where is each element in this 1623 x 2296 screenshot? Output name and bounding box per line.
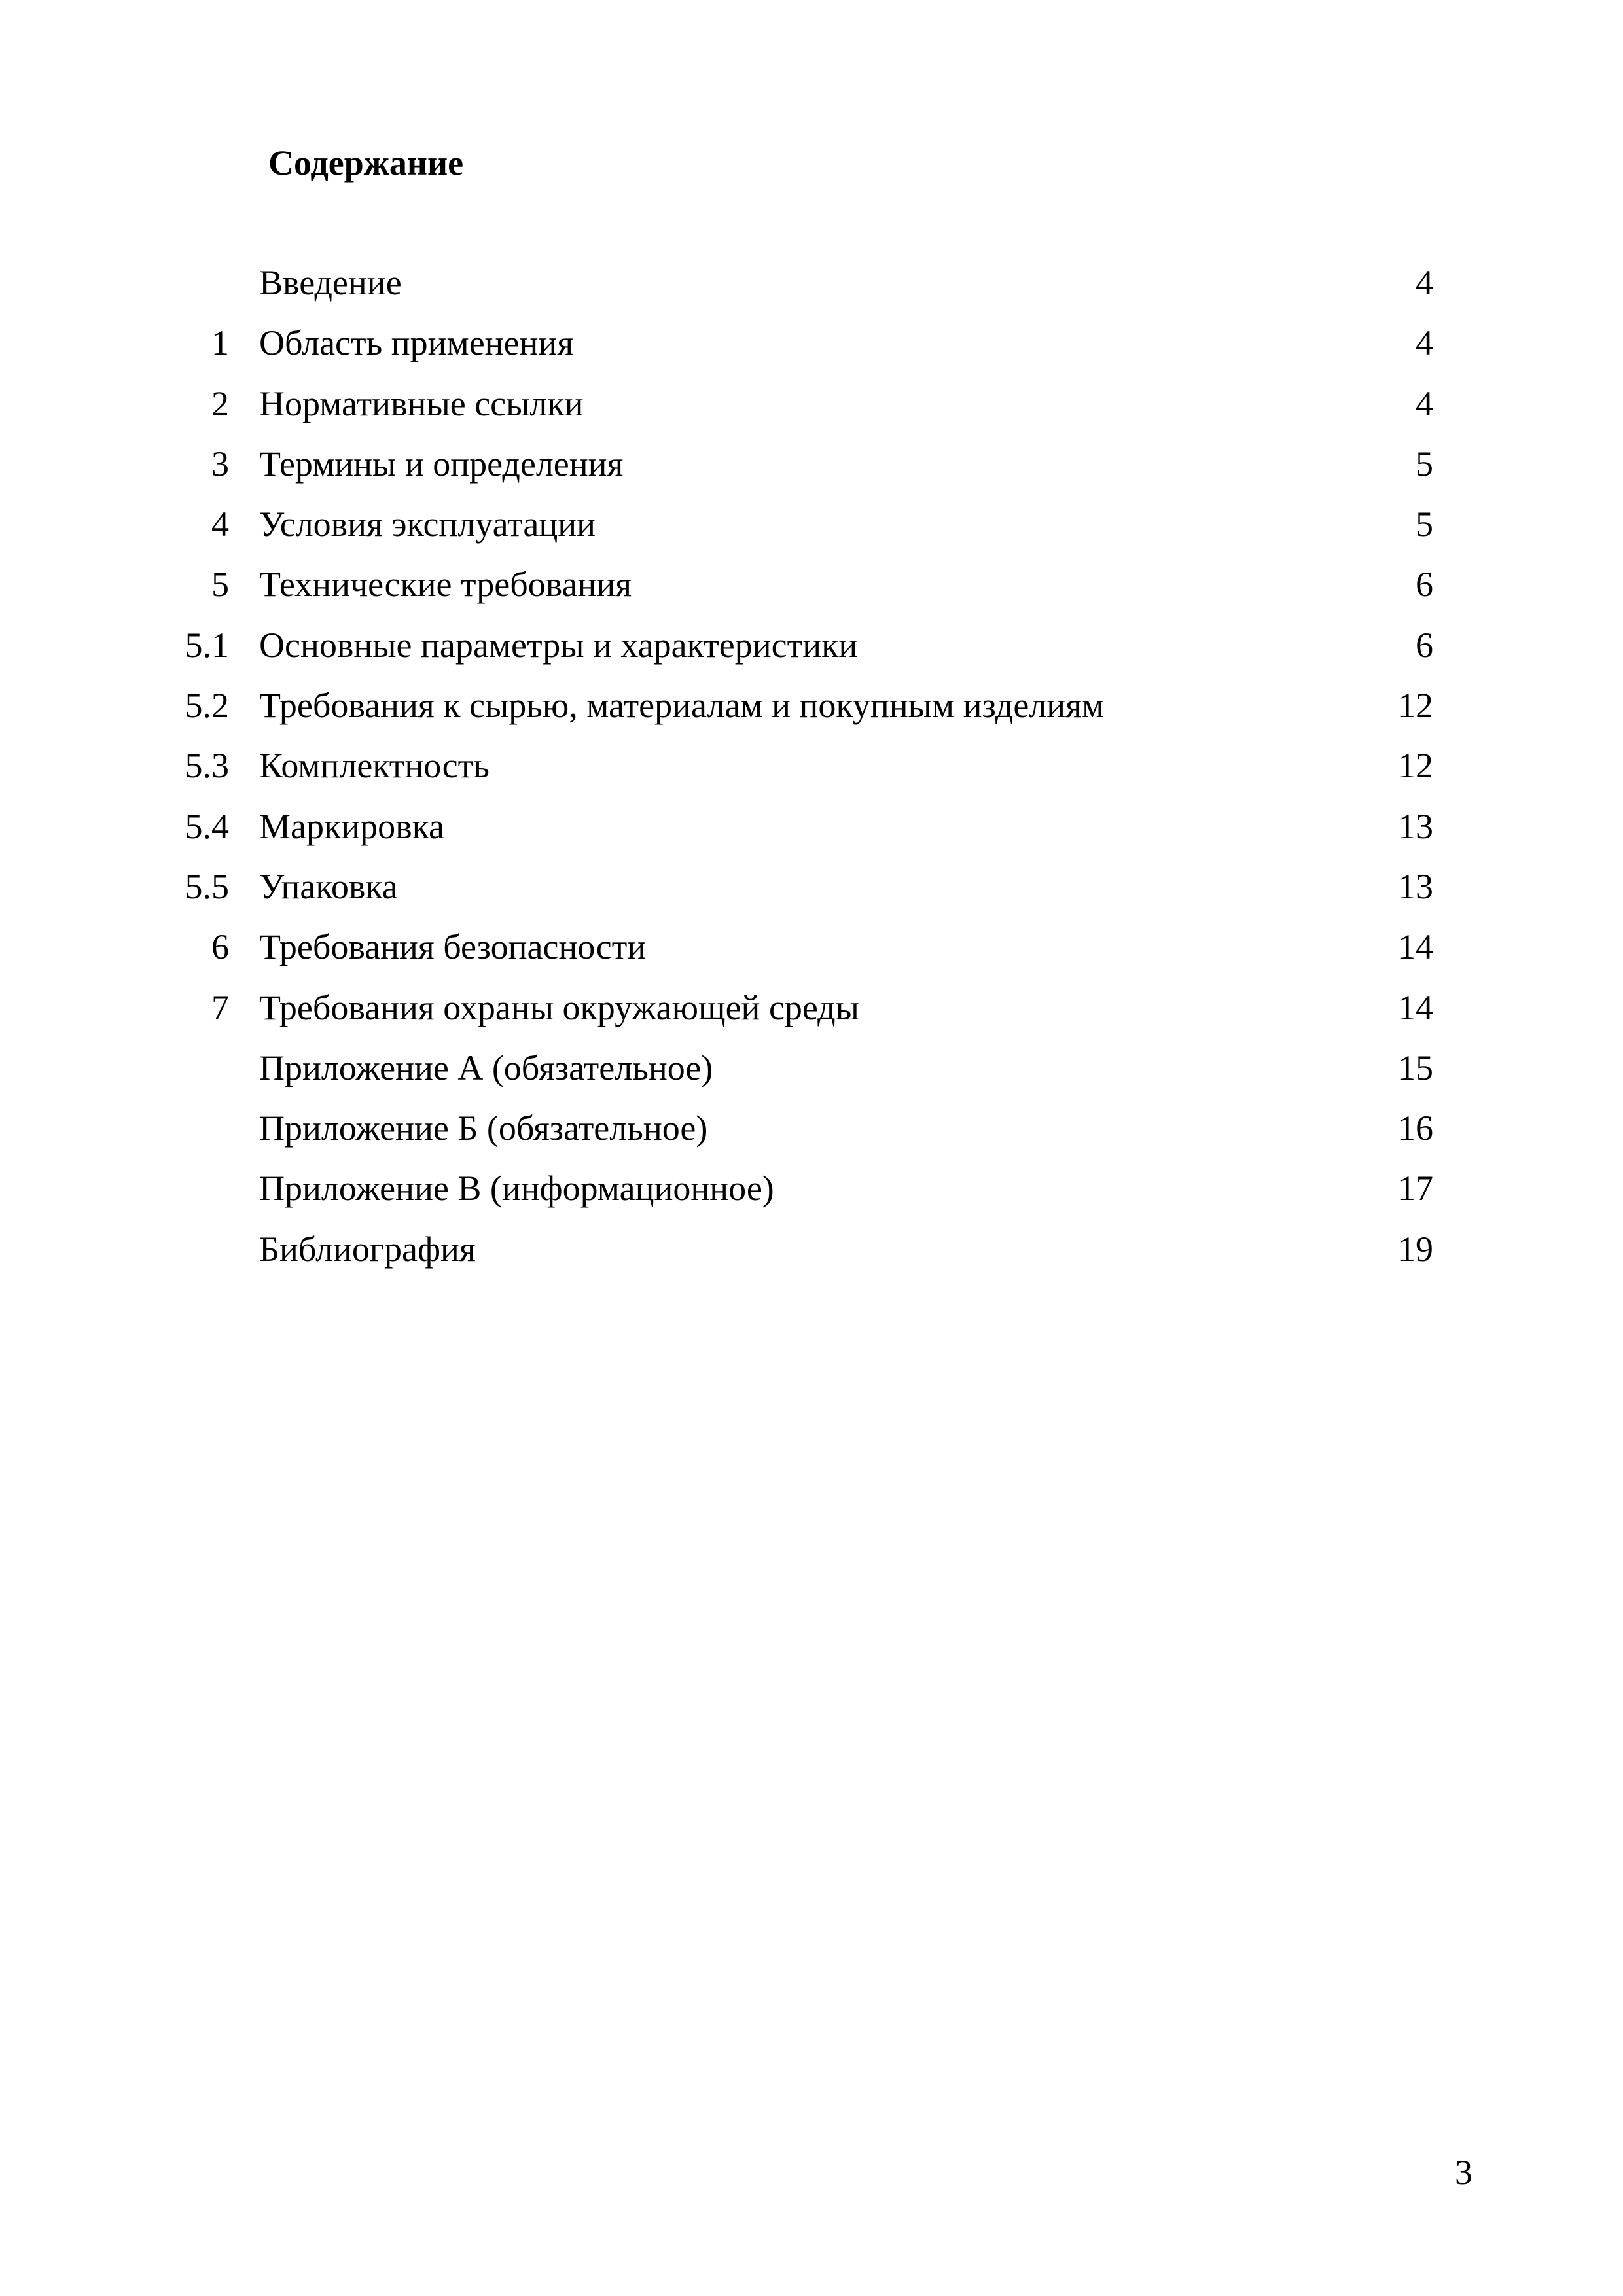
toc-entry-number: 3	[211, 444, 229, 484]
toc-entry-title: Библиография	[259, 1229, 476, 1269]
toc-entry-number: 5	[211, 565, 229, 605]
toc-entry-number: 5.5	[185, 866, 229, 906]
toc-entry-title: Область применения	[259, 323, 574, 363]
toc-entry-page: 17	[1398, 1169, 1433, 1209]
toc-entry-title: Требования безопасности	[259, 927, 647, 967]
toc-entry-page: 4	[1416, 263, 1433, 302]
toc-entry[interactable]	[0, 1105, 1623, 1165]
toc-entry-number: 5.2	[185, 686, 229, 726]
toc-entry-title: Основные параметры и характеристики	[259, 625, 858, 665]
toc-entry-title: Введение	[259, 263, 402, 302]
toc-entry-page: 6	[1416, 565, 1433, 605]
toc-entry-title: Требования охраны окружающей среды	[259, 987, 859, 1027]
toc-entry-page: 4	[1416, 383, 1433, 423]
toc-entry[interactable]	[0, 1226, 1623, 1286]
toc-entry[interactable]	[0, 682, 1623, 743]
toc-entry[interactable]	[0, 260, 1623, 320]
toc-entry[interactable]	[0, 501, 1623, 561]
toc-entry-page: 19	[1398, 1229, 1433, 1269]
toc-entry-page: 14	[1398, 987, 1433, 1027]
toc-entry[interactable]	[0, 320, 1623, 380]
toc-entry[interactable]	[0, 924, 1623, 984]
toc-entry-number: 6	[211, 927, 229, 967]
toc-entry[interactable]	[0, 804, 1623, 864]
toc-entry-number: 4	[211, 504, 229, 544]
toc-entry[interactable]	[0, 381, 1623, 441]
page-number: 3	[1455, 2153, 1472, 2192]
toc-entry[interactable]	[0, 985, 1623, 1045]
toc-entry-title: Приложение В (информационное)	[259, 1169, 774, 1209]
toc-entry[interactable]	[0, 441, 1623, 501]
toc-entry[interactable]	[0, 864, 1623, 924]
toc-entry-page: 16	[1398, 1108, 1433, 1148]
toc-entry-page: 14	[1398, 927, 1433, 967]
toc-entry-title: Приложение Б (обязательное)	[259, 1108, 708, 1148]
toc-entry-number: 2	[211, 383, 229, 423]
toc-entry-page: 12	[1398, 746, 1433, 786]
toc-entry-page: 15	[1398, 1048, 1433, 1087]
toc-entry-number: 1	[211, 323, 229, 363]
toc-entry[interactable]	[0, 1045, 1623, 1105]
toc-entry-title: Требования к сырью, материалам и покупным изделиям	[259, 686, 1105, 726]
toc-entry[interactable]	[0, 622, 1623, 682]
toc-entry[interactable]	[0, 743, 1623, 803]
toc-entry[interactable]	[0, 561, 1623, 622]
toc-entry-page: 13	[1398, 866, 1433, 906]
page-title: Содержание	[268, 143, 464, 183]
toc-entry-title: Нормативные ссылки	[259, 383, 584, 423]
toc-entry-page: 5	[1416, 444, 1433, 484]
toc-entry-page: 4	[1416, 323, 1433, 363]
toc-entry-number: 5.4	[185, 806, 229, 846]
toc-entry-title: Технические требования	[259, 565, 632, 605]
toc-entry-title: Условия эксплуатации	[259, 504, 596, 544]
toc-entry-number: 7	[211, 987, 229, 1027]
toc-entry-page: 12	[1398, 686, 1433, 726]
toc-entry[interactable]	[0, 1165, 1623, 1226]
toc-entry-number: 5.1	[185, 625, 229, 665]
toc-entry-title: Упаковка	[259, 866, 398, 906]
toc-entry-page: 5	[1416, 504, 1433, 544]
toc-entry-page: 13	[1398, 806, 1433, 846]
toc-list	[0, 260, 1623, 1286]
toc-entry-number: 5.3	[185, 746, 229, 786]
toc-entry-title: Маркировка	[259, 806, 444, 846]
toc-entry-title: Комплектность	[259, 746, 490, 786]
toc-entry-title: Приложение А (обязательное)	[259, 1048, 713, 1087]
toc-entry-page: 6	[1416, 625, 1433, 665]
toc-entry-title: Термины и определения	[259, 444, 624, 484]
